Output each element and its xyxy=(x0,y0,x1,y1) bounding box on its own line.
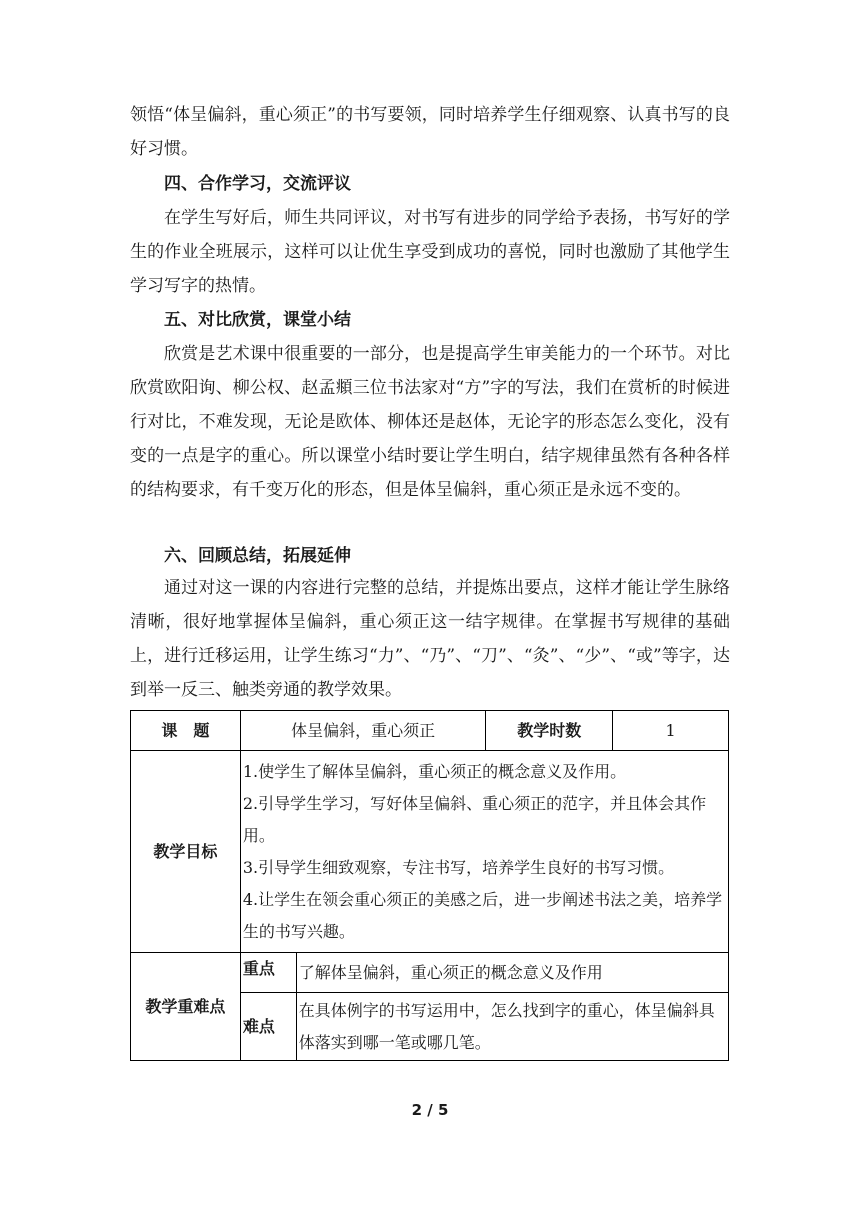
lesson-plan-table xyxy=(130,710,729,1061)
focus-row xyxy=(131,953,729,993)
section-6-paragraph: 通过对这一课的内容进行完整的总结，并提炼出要点，这样才能让学生脉络清晰，很好地掌握体呈偏斜，重心须正这一结字规律。在掌握书写规律的基础上，进行迁移运用，让学生练习“力”、“乃”、“刀”、“灸”、“少”、“或”等字，达到举一反三、触类旁通的教学效果。 xyxy=(130,578,730,700)
section-heading-4: 四、合作学习，交流评议 xyxy=(164,174,351,194)
focus-label: 重点 xyxy=(240,953,296,993)
hours-label: 教学时数 xyxy=(486,711,613,751)
section-4-paragraph: 在学生写好后，师生共同评议，对书写有进步的同学给予表扬，书写好的学生的作业全班展示，这样可以让优生享受到成功的喜悦，同时也激励了其他学生学习写字的热情。 xyxy=(130,208,730,296)
goals-cell xyxy=(240,751,728,953)
topic-row xyxy=(131,711,729,751)
goals-row xyxy=(131,751,729,953)
goal-item: 1.使学生了解体呈偏斜，重心须正的概念意义及作用。 xyxy=(242,761,627,781)
page-indicator: 2 / 5 xyxy=(411,1101,449,1119)
hours-value: 1 xyxy=(613,711,729,751)
intro-paragraph: 领悟“体呈偏斜，重心须正”的书写要领，同时培养学生仔细观察、认真书写的良好习惯。 xyxy=(130,105,730,159)
key-points-label: 教学重难点 xyxy=(131,953,241,1061)
difficulty-label: 难点 xyxy=(240,993,296,1061)
section-heading-5: 五、对比欣赏，课堂小结 xyxy=(164,310,351,330)
goal-item: 3.引导学生细致观察，专注书写，培养学生良好的书写习惯。 xyxy=(242,857,675,877)
topic-label: 课 题 xyxy=(131,711,241,751)
topic-value: 体呈偏斜，重心须正 xyxy=(240,711,486,751)
goals-label: 教学目标 xyxy=(131,751,241,953)
section-heading-6: 六、回顾总结，拓展延伸 xyxy=(164,546,351,566)
goal-item: 2.引导学生学习，写好体呈偏斜、重心须正的范字，并且体会其作用。 xyxy=(242,793,707,845)
goal-item: 4.让学生在领会重心须正的美感之后，进一步阐述书法之美，培养学生的书写兴趣。 xyxy=(242,889,723,941)
section-5-paragraph: 欣赏是艺术课中很重要的一部分，也是提高学生审美能力的一个环节。对比欣赏欧阳询、柳公权、赵孟頫三位书法家对“方”字的写法，我们在赏析的时候进行对比，不难发现，无论是欧体、柳体还是赵体，无论字的形态怎么变化，没有变的一点是字的重心。所以课堂小结时要让学生明白，结字规律虽然有各种各样的结构要求，有千变万化的形态，但是体呈偏斜，重心须正是永远不变的。 xyxy=(130,344,730,500)
focus-value: 了解体呈偏斜，重心须正的概念意义及作用 xyxy=(296,953,728,993)
difficulty-value: 在具体例字的书写运用中，怎么找到字的重心，体呈偏斜具体落实到哪一笔或哪几笔。 xyxy=(296,993,728,1061)
